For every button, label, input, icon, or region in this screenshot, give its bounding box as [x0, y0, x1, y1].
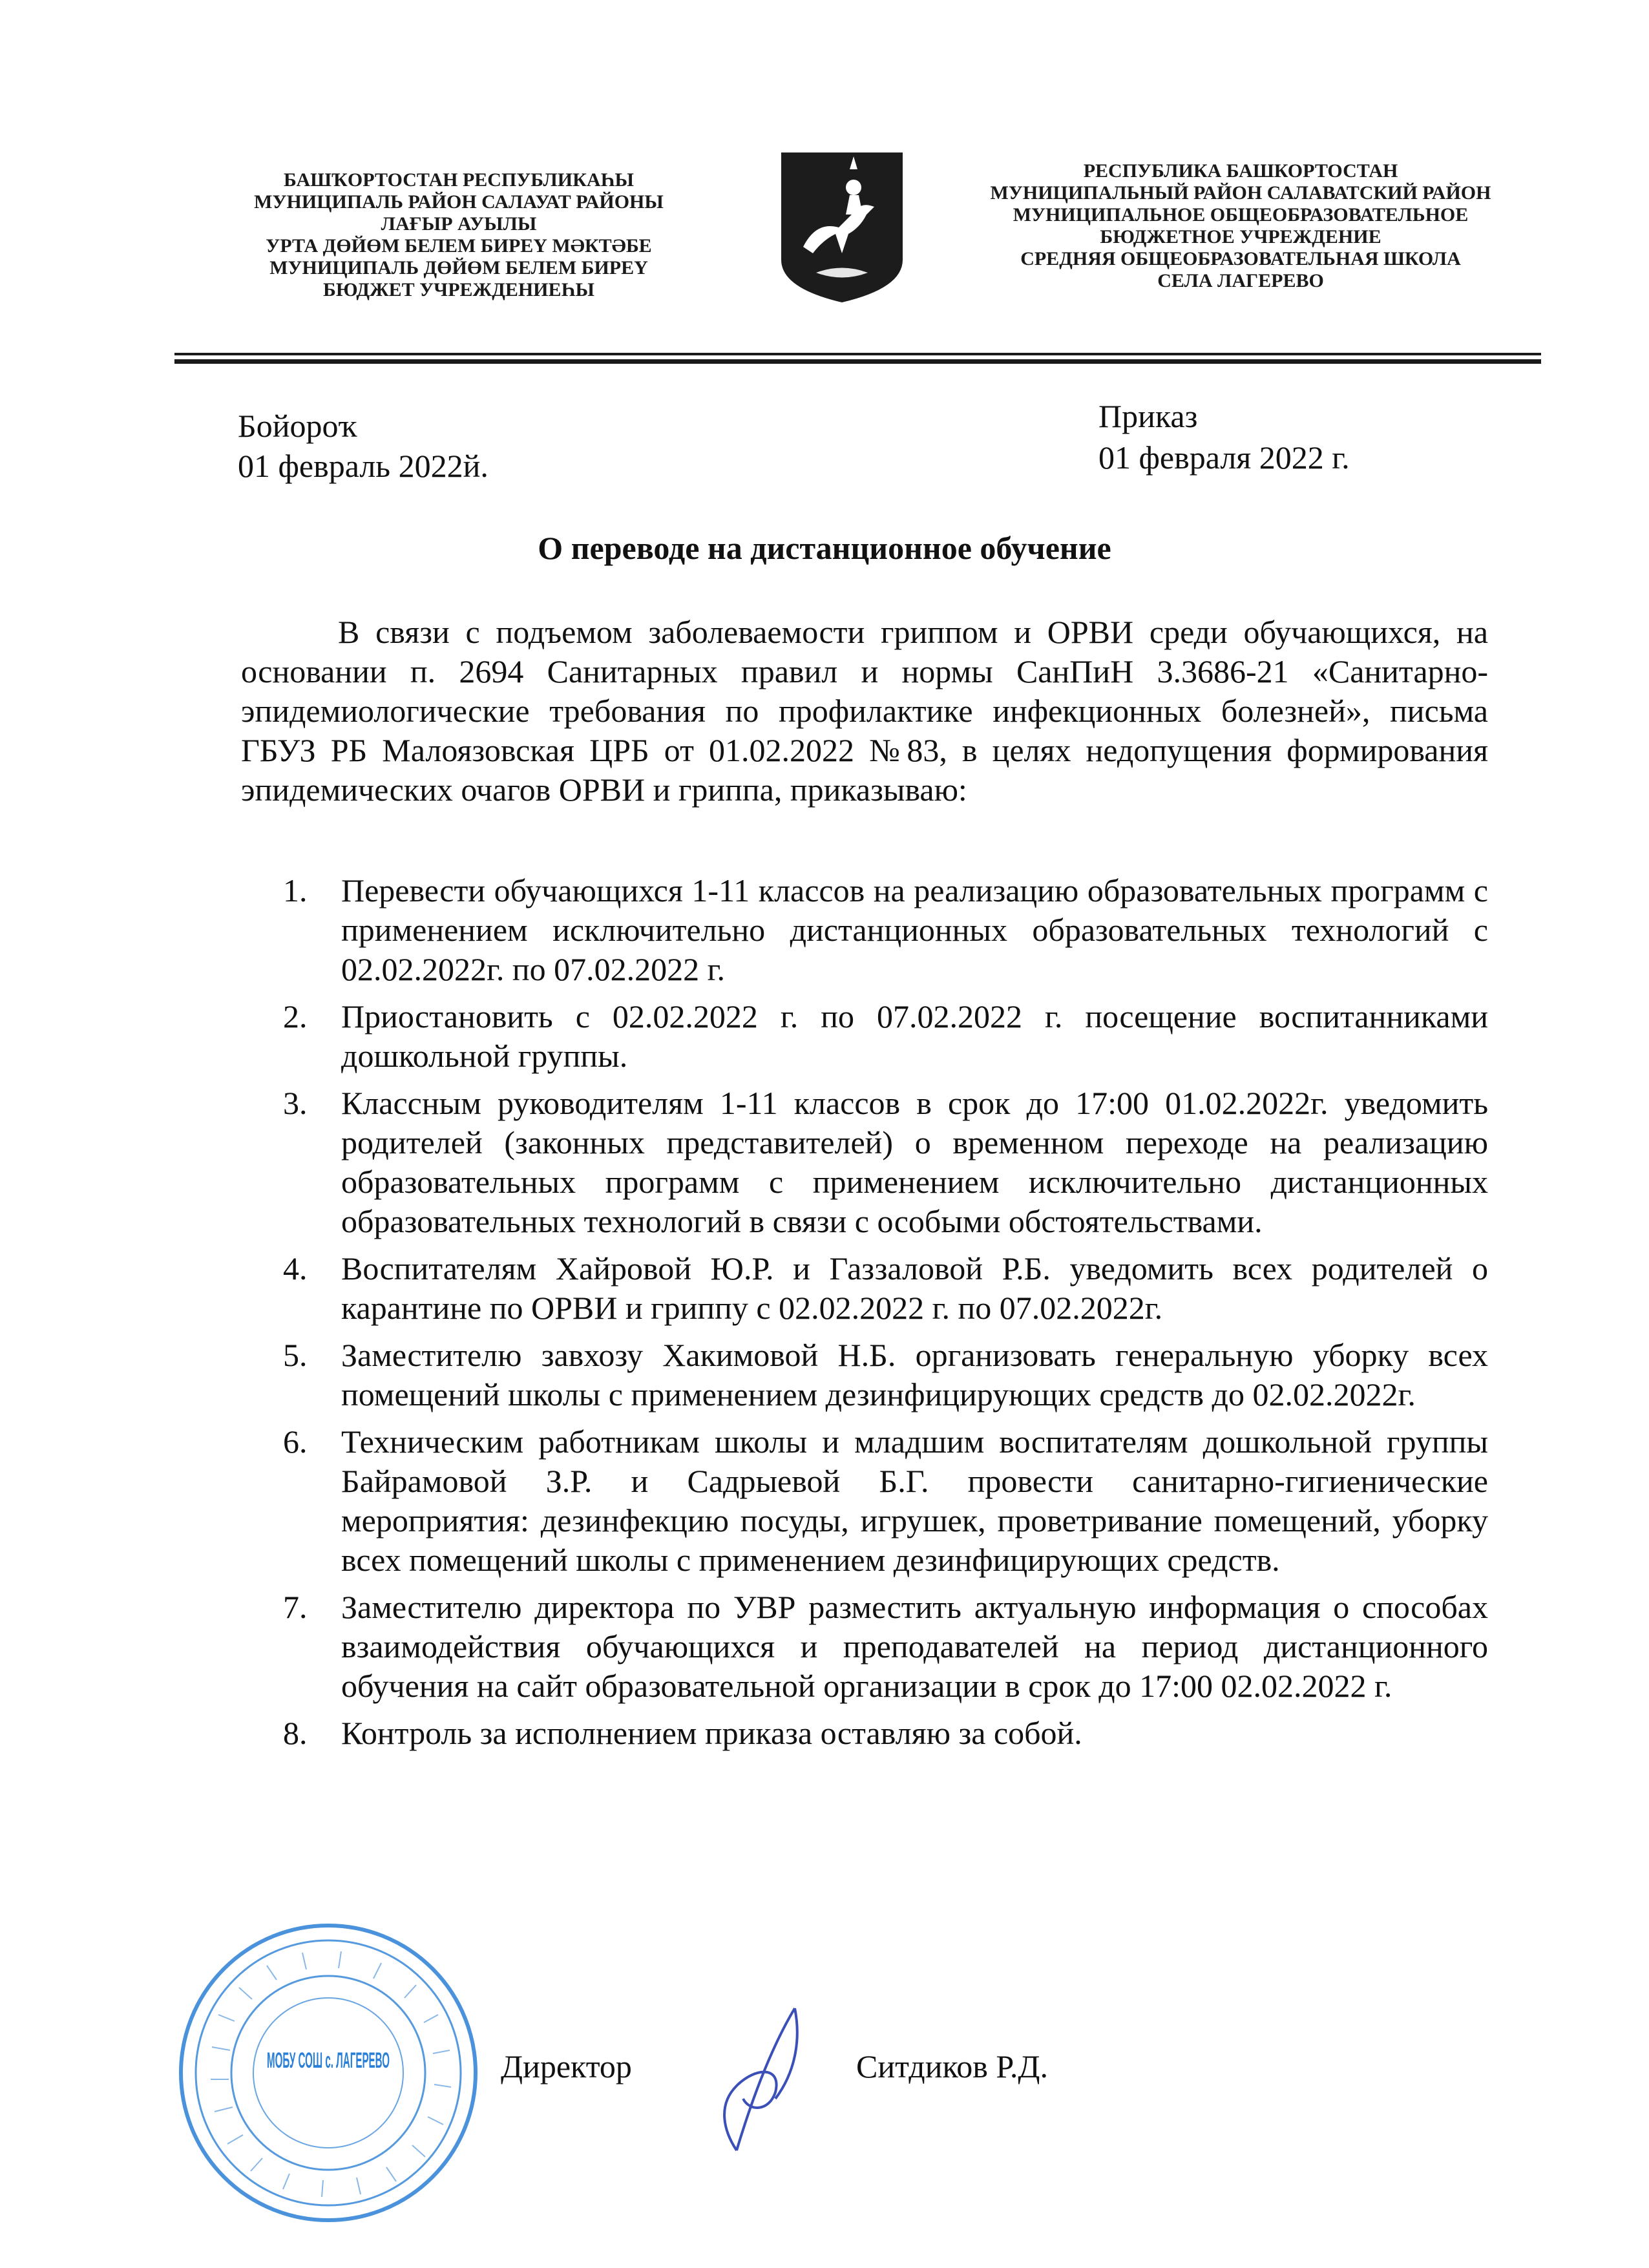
item-text: Перевести обучающихся 1-11 классов на реализацию образовательных программ с применением исключительно дистанционных образовательных технологий с 02.02.2022г. по 07.02.2022 г. [341, 872, 1488, 987]
header-right-line: СРЕДНЯЯ ОБЩЕОБРАЗОВАТЕЛЬНАЯ ШКОЛА [1020, 248, 1461, 269]
item-number: 5. [283, 1337, 308, 1373]
order-russian-block [1098, 395, 1350, 478]
list-item [241, 1336, 1488, 1414]
header-right-block [937, 160, 1544, 292]
list-item [241, 1588, 1488, 1706]
header-right-line: СЕЛА ЛАГЕРЕВО [1157, 270, 1324, 291]
order-date-russian: 01 февраля 2022 г. [1098, 439, 1350, 476]
item-number: 2. [283, 998, 308, 1034]
header-left-line: МУНИЦИПАЛЬ ДӨЙӨМ БЕЛЕМ БИРЕҮ [269, 257, 648, 278]
order-items-list [241, 871, 1488, 1761]
intro-paragraph [241, 613, 1488, 810]
header-right-line: МУНИЦИПАЛЬНОЕ ОБЩЕОБРАЗОВАТЕЛЬНОЕ [1013, 204, 1469, 226]
order-label-russian: Приказ [1098, 398, 1198, 434]
document-title: О переводе на дистанционное обучение [538, 530, 1111, 566]
header-right-line: РЕСПУБЛИКА БАШКОРТОСТАН [1083, 160, 1398, 182]
item-text: Приостановить с 02.02.2022 г. по 07.02.2022 г. посещение воспитанниками дошкольной группы. [341, 998, 1488, 1074]
item-text: Контроль за исполнением приказа оставляю за собой. [341, 1715, 1082, 1751]
item-text: Заместителю директора по УВР разместить актуальную информация о способах взаимодействия обучающихся и преподавателей на период дистанционного обучения на сайт образовательной организации в срок до 17:00 02.02.2022 г. [341, 1589, 1488, 1704]
list-item [241, 871, 1488, 989]
header-divider-thin [174, 353, 1541, 355]
order-bashkir-block [238, 406, 488, 486]
order-label-bashkir: Бойороҡ [238, 408, 357, 444]
header-left-line: ЛАҒЫР АУЫЛЫ [381, 213, 537, 235]
list-item [241, 1249, 1488, 1328]
director-label: Директор [501, 2048, 632, 2084]
item-text: Воспитателям Хайровой Ю.Р. и Газзаловой Р.Б. уведомить всех родителей о карантине по ОРВИ и гриппу с 02.02.2022 г. по 07.02.2022г. [341, 1250, 1488, 1326]
item-number: 3. [283, 1085, 308, 1121]
handwritten-signature [698, 2002, 846, 2163]
header-left-line: МУНИЦИПАЛЬ РАЙОН САЛАУАТ РАЙОНЫ [254, 191, 664, 213]
header-left-line: УРТА ДӨЙӨМ БЕЛЕМ БИРЕҮ МӘКТӘБЕ [266, 235, 652, 257]
header-left-line: БЮДЖЕТ УЧРЕЖДЕНИЕҺЫ [322, 279, 594, 300]
item-number: 6. [283, 1423, 308, 1460]
header-left-line: БАШҠОРТОСТАН РЕСПУБЛИКАҺЫ [284, 169, 634, 191]
order-date-bashkir: 01 февраль 2022й. [238, 448, 488, 484]
school-seal-stamp [173, 1918, 483, 2228]
coat-of-arms-emblem [777, 150, 907, 305]
item-number: 4. [283, 1250, 308, 1286]
item-text: Заместителю завхозу Хакимовой Н.Б. организовать генеральную уборку всех помещений школы с применением дезинфицирующих средств до 02.02.2022г. [341, 1337, 1488, 1412]
intro-text: В связи с подъемом заболеваемости гриппом и ОРВИ среди обучающихся, на основании п. 2694 Санитарных правил и нормы СанПиН 3.3686-21 «Санитарно-эпидемиологические требования по профилактике инфекционных болезней», письма ГБУЗ РБ Малоязовская ЦРБ от 01.02.2022 №83, в целях недопущения формирования эпидемических очагов ОРВИ и гриппа, приказываю: [241, 614, 1488, 808]
header-right-line: БЮДЖЕТНОЕ УЧРЕЖДЕНИЕ [1100, 226, 1381, 247]
header-divider-thick [174, 359, 1541, 364]
director-name: Ситдиков Р.Д. [856, 2048, 1049, 2084]
header-left-block [194, 169, 724, 301]
item-number: 7. [283, 1589, 308, 1625]
stamp-text: МОБУ СОШ с. ЛАГЕРЕВО [267, 2048, 390, 2073]
list-item [241, 1714, 1488, 1753]
list-item [241, 1422, 1488, 1580]
item-number: 1. [283, 872, 308, 908]
list-item [241, 1084, 1488, 1241]
list-item [241, 997, 1488, 1076]
header-right-line: МУНИЦИПАЛЬНЫЙ РАЙОН САЛАВАТСКИЙ РАЙОН [990, 182, 1491, 204]
item-text: Классным руководителям 1-11 классов в срок до 17:00 01.02.2022г. уведомить родителей (законных представителей) о временном переходе на реализацию образовательных программ с применением исключительно дистанционных образовательных технологий в связи с особыми обстоятельствами. [341, 1085, 1488, 1239]
item-number: 8. [283, 1715, 308, 1751]
item-text: Техническим работникам школы и младшим воспитателям дошкольной группы Байрамовой З.Р. и Садрыевой Б.Г. провести санитарно-гигиенические мероприятия: дезинфекцию посуды, игрушек, проветривание помещений, уборку всех помещений школы с применением дезинфицирующих средств. [341, 1423, 1488, 1578]
